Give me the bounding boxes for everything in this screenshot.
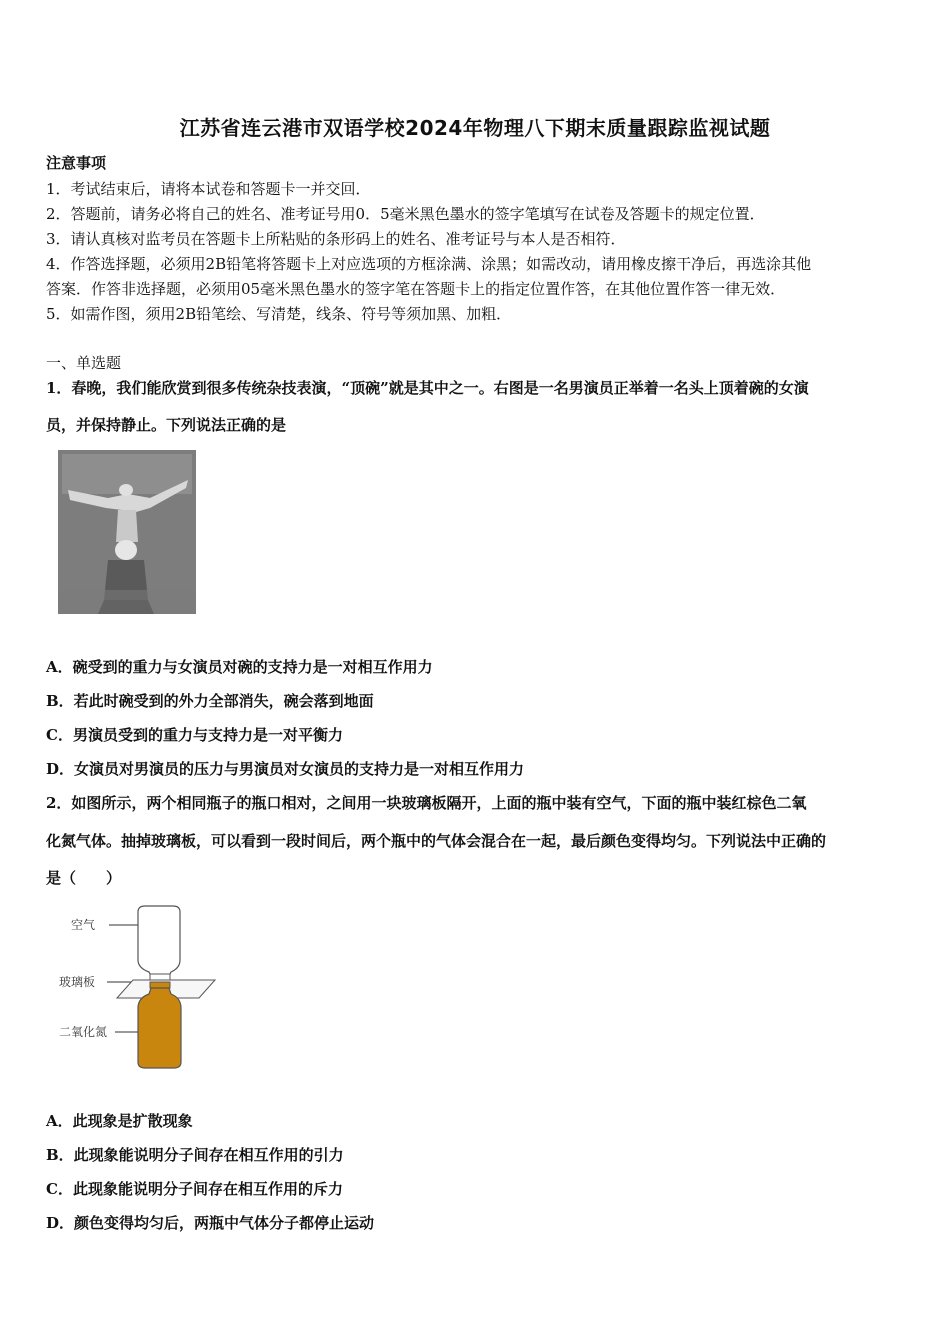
diffusion-bottles-figure <box>55 902 225 1077</box>
acrobat-photo <box>58 450 196 614</box>
question-2-option-d: D．颜色变得均匀后，两瓶中气体分子都停止运动 <box>46 1214 375 1232</box>
question-2-stem: 2．如图所示，两个相同瓶子的瓶口相对，之间用一块玻璃板隔开，上面的瓶中装有空气，下面的瓶中装红棕色二氧 <box>46 794 807 812</box>
question-1-stem: 1．春晚，我们能欣赏到很多传统杂技表演，“顶碗”就是其中之一。右图是一名男演员正举着一名头上顶着碗的女演 <box>46 379 809 397</box>
question-1-option-b: B．若此时碗受到的外力全部消失，碗会落到地面 <box>46 692 374 710</box>
label-air: 空气 <box>71 918 96 932</box>
page-title: 江苏省连云港市双语学校2024年物理八下期末质量跟踪监视试题 <box>179 116 771 140</box>
label-glass-plate: 玻璃板 <box>59 975 96 989</box>
section-heading: 一、单选题 <box>46 354 122 372</box>
air-bottle <box>138 906 180 976</box>
label-no2: 二氧化氮 <box>59 1025 108 1039</box>
question-2-option-c: C．此现象能说明分子间存在相互作用的斥力 <box>46 1180 343 1198</box>
notice-item: 答案．作答非选择题，必须用05毫米黑色墨水的签字笔在答题卡上的指定位置作答，在其他位置作答一律无效． <box>46 280 786 298</box>
question-2-stem: 化氮气体。抽掉玻璃板，可以看到一段时间后，两个瓶中的气体会混合在一起，最后颜色变得均匀。下列说法中正确的 <box>46 832 827 850</box>
notice-heading: 注意事项 <box>46 154 107 172</box>
notice-item: 4．作答选择题，必须用2B铅笔将答题卡上对应选项的方框涂满、涂黑；如需改动，请用橡皮擦干净后，再选涂其他 <box>46 255 812 273</box>
question-2-stem: 是（ ） <box>46 869 122 887</box>
notice-item: 2．答题前，请务必将自己的姓名、准考证号用0．5毫米黑色墨水的签字笔填写在试卷及答题卡的规定位置． <box>46 205 765 223</box>
notice-item: 1．考试结束后，请将本试卷和答题卡一并交回． <box>46 180 371 198</box>
question-1-option-c: C．男演员受到的重力与支持力是一对平衡力 <box>46 726 343 744</box>
no2-bottle <box>138 988 181 1068</box>
question-2-option-b: B．此现象能说明分子间存在相互作用的引力 <box>46 1146 344 1164</box>
question-2-option-a: A．此现象是扩散现象 <box>46 1112 193 1130</box>
notice-item: 5．如需作图，须用2B铅笔绘、写清楚，线条、符号等须加黑、加粗． <box>46 305 512 323</box>
question-1-option-a: A．碗受到的重力与女演员对碗的支持力是一对相互作用力 <box>46 658 433 676</box>
notice-item: 3．请认真核对监考员在答题卡上所粘贴的条形码上的姓名、准考证号与本人是否相符． <box>46 230 626 248</box>
question-1-stem: 员，并保持静止。下列说法正确的是 <box>46 416 287 434</box>
question-1-option-d: D．女演员对男演员的压力与男演员对女演员的支持力是一对相互作用力 <box>46 760 525 778</box>
